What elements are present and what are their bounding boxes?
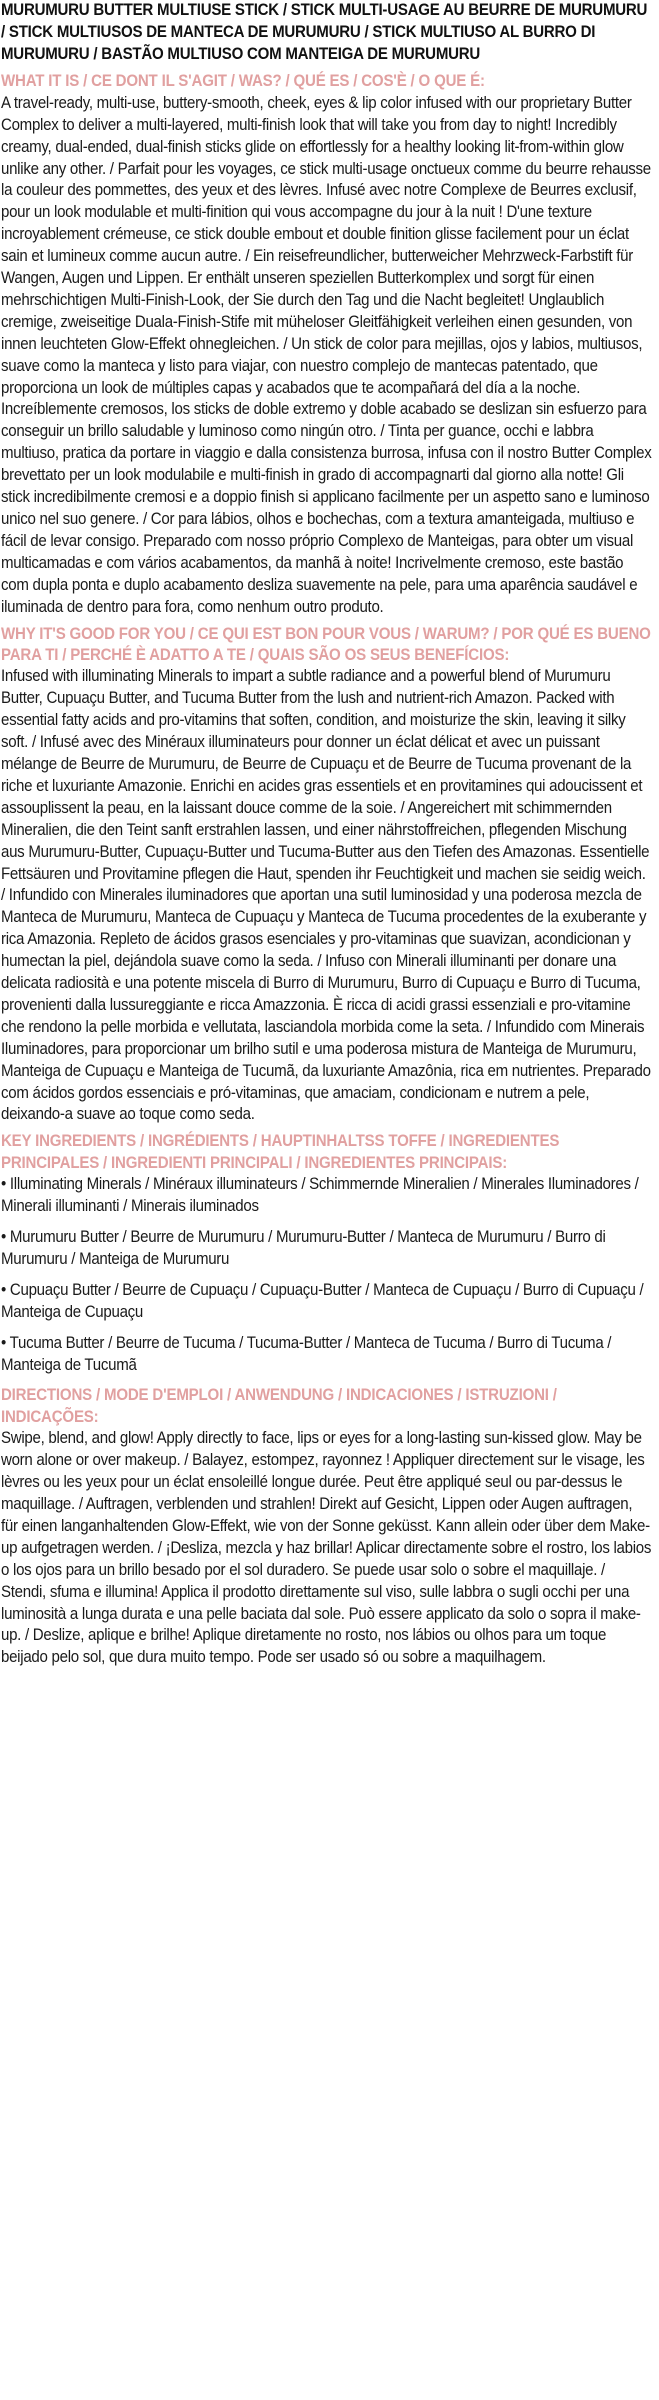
ingredient-item-murumuru: • Murumuru Butter / Beurre de Murumuru / Murumuru-Butter / Manteca de Murumuru / Burro di Murumuru / Manteiga de Murumuru — [1, 1228, 606, 1268]
section-body-directions: Swipe, blend, and glow! Apply directly to face, lips or eyes for a long-lasting sun-kissed glow. May be worn alone or over makeup. / Balayez, estompez, rayonnez ! Appliquer directement sur le visage, les lèvres ou les yeux pour un éclat ensoleillé longue durée. Peut être appliqué seul ou par-dessus le maquillage. / Auftragen, verblenden und strahlen! Direkt auf Gesicht, Lippen oder Augen auftragen, für einen langanhaltenden Glow-Effekt, wie von der Sonne geküsst. Kann allein oder über dem Make-up aufgetragen werden. / ¡Desliza, mezcla y haz brillar! Aplicar directamente sobre el rostro, los labios o los ojos para un brillo besado por el sol duradero. Se puede usar solo o sobre el maquillaje. / Stendi, sfuma e illumina! Applica il prodotto direttamente sul viso, sulle labbra o sugli occhi per una luminosità a lunga durata e una pelle baciata dal sole. Può essere applicato da solo o sopra il make-up. / Deslize, aplique e brilhe! Aplique diretamente no rosto, nos lábios ou olhos para um toque beijado pelo sol, que dura muito tempo. Pode ser usado só ou sobre a maquilhagem. — [1, 1429, 652, 1667]
section-heading-directions: DIRECTIONS / MODE D'EMPLOI / ANWENDUNG / INDICACIONES / ISTRUZIONI / INDICAÇÕES: — [1, 1386, 557, 1426]
section-directions — [1, 1385, 651, 1669]
ingredient-list — [1, 1174, 651, 1376]
ingredient-item-tucuma: • Tucuma Butter / Beurre de Tucuma / Tucuma-Butter / Manteca de Tucuma / Burro di Tucuma / Manteiga de Tucumã — [1, 1333, 612, 1374]
section-heading-why-good: WHY IT'S GOOD FOR YOU / CE QUI EST BON POUR VOUS / WARUM? / POR QUÉ ES BUENO PARA TI / PERCHÉ È ADATTO A TE / QUAIS SÃO OS SEUS BENEFÍCIOS: — [1, 624, 651, 664]
section-key-ingredients — [1, 1131, 651, 1376]
section-body-why-good: Infused with illuminating Minerals to impart a subtle radiance and a powerful blend of Murumuru Butter, Cupuaçu Butter, and Tucuma Butter from the lush and nutrient-rich Amazon. Packed with essential fatty acids and pro-vitamins that soften, condition, and moisturize the skin, leaving it silky soft. / Infusé avec des Minéraux illuminateurs pour donner un éclat délicat et avec un puissant mélange de Beurre de Murumuru, de Beurre de Cupuaçu et de Beurre de Tucuma provenant de la riche et luxuriante Amazonie. Enrichi en acides gras essentiels et en provitamines qui adoucissent et assouplissent la peau, en la laissant douce comme de la soie. / Angereichert mit schimmernden Mineralien, die den Teint sanft erstrahlen lassen, und einer nährstoffreichen, pflegenden Mischung aus Murumuru-Butter, Cupuaçu-Butter und Tucuma-Butter aus den Tiefen des Amazonas. Essentielle Fettsäuren und Provitamine pflegen die Haut, spenden ihr Feuchtigkeit und machen sie seidig weich. / Infundido con Minerales iluminadores que aportan una sutil luminosidad y una poderosa mezcla de Manteca de Murumuru, Manteca de Cupuaçu y Manteca de Tucuma procedentes de la exuberante y rica Amazonia. Repleto de ácidos grasos esenciales y pro-vitaminas que suavizan, acondicionan y humectan la piel, dejándola suave como la seda. / Infuso con Minerali illuminanti per donare una delicata radiosità e una potente miscela di Burro di Murumuru, Burro di Cupuaçu e Burro di Tucuma, provenienti dalla lussureggiante e ricca Amazzonia. È ricca di acidi grassi essenziali e pro-vitamine che rendono la pelle morbida e vellutata, lasciandola morbida come la seta. / Infundido com Minerais Iluminadores, para proporcionar um brilho sutil e uma poderosa mistura de Manteiga de Murumuru, Manteiga de Cupuaçu e Manteiga de Tucumã, da luxuriante Amazônia, rica em nutrientes. Preparado com ácidos gordos essenciais e pró-vitaminas, que amaciam, condicionam e nutrem a pele, deixando-a suave ao toque como seda. — [1, 667, 651, 1124]
product-description-document — [1, 0, 651, 1669]
section-heading-what-it-is: WHAT IT IS / CE DONT IL S'AGIT / WAS? / QUÉ ES / COS'È / O QUE É: — [1, 72, 485, 91]
ingredient-item-cupuacu: • Cupuaçu Butter / Beurre de Cupuaçu / Cupuaçu-Butter / Manteca de Cupuaçu / Burro di Cupuaçu / Manteiga de Cupuaçu — [1, 1280, 644, 1321]
ingredient-item-minerals: • Illuminating Minerals / Minéraux illuminateurs / Schimmernde Mineralien / Minerales Iluminadores / Minerali illuminanti / Minerais iluminados — [1, 1175, 639, 1216]
section-body-what-it-is: A travel-ready, multi-use, buttery-smooth, cheek, eyes & lip color infused with our proprietary Butter Complex to deliver a multi-layered, multi-finish look that will take you from day to night! Incredibly creamy, dual-ended, dual-finish sticks glide on effortlessly for a healthy looking lit-from-within glow unlike any other. / Parfait pour les voyages, ce stick multi-usage onctueux comme du beurre rehausse la couleur des pommettes, des yeux et des lèvres. Infusé avec notre Complexe de Beurres exclusif, pour un look modulable et multi-finition qui vous accompagne du jour à la nuit ! D'une texture incroyablement crémeuse, ce stick double embout et double finition glisse facilement pour un éclat sain et lumineux comme aucun autre. / Ein reisefreundlicher, butterweicher Mehrzweck-Farbstift für Wangen, Augen und Lippen. Er enthält unseren speziellen Butterkomplex und sorgt für einen mehrschichtigen Multi-Finish-Look, der Sie durch den Tag und die Nacht begleitet! Unglaublich cremige, zweiseitige Duala-Finish-Stife mit müheloser Gleitfähigkeit verleihen einen gesunden, von innen leuchteten Glow-Effekt ohnegleichen. / Un stick de color para mejillas, ojos y labios, multiusos, suave como la manteca y listo para viajar, con nuestro complejo de mantecas patentado, que proporciona un look de múltiples capas y acabados que te acompañará del día a la noche. Increíblemente cremosos, los sticks de doble extremo y doble acabado se deslizan sin esfuerzo para conseguir un brillo saludable y luminoso como ningún otro. / Tinta per guance, occhi e labbra multiuso, pratica da portare in viaggio e dalla consistenza burrosa, infusa con il nostro Butter Complex brevettato per un look modulabile e multi-finish in grado di accompagnarti dal giorno alla notte! Gli stick incredibilmente cremosi e a doppio finish si applicano facilmente per un aspetto sano e luminoso unico nel suo genere. / Cor para lábios, olhos e bochechas, com a textura amanteigada, multiuso e fácil de levar consigo. Preparado com nosso próprio Complexo de Manteigas, para obter um visual multicamadas e com vários acabamentos, da manhã à noite! Incrivelmente cremoso, este bastão com dupla ponta e duplo acabamento desliza suavemente na pele, para uma aparência saudável e iluminada de dentro para fora, como nenhum outro produto. — [1, 93, 652, 616]
section-what-it-is — [1, 71, 651, 618]
product-title: MURUMURU BUTTER MULTIUSE STICK / STICK MULTI-USAGE AU BEURRE DE MURUMURU / STICK MULTIUSOS DE MANTECA DE MURUMURU / STICK MULTIUSO AL BURRO DI MURUMURU / BASTÃO MULTIUSO COM MANTEIGA DE MURUMURU — [1, 1, 648, 63]
section-why-good — [1, 624, 651, 1127]
section-heading-key-ingredients: KEY INGREDIENTS / INGRÉDIENTS / HAUPTINHALTSS TOFFE / INGREDIENTES PRINCIPALES / INGREDIENTI PRINCIPALI / INGREDIENTES PRINCIPAIS: — [1, 1132, 560, 1172]
